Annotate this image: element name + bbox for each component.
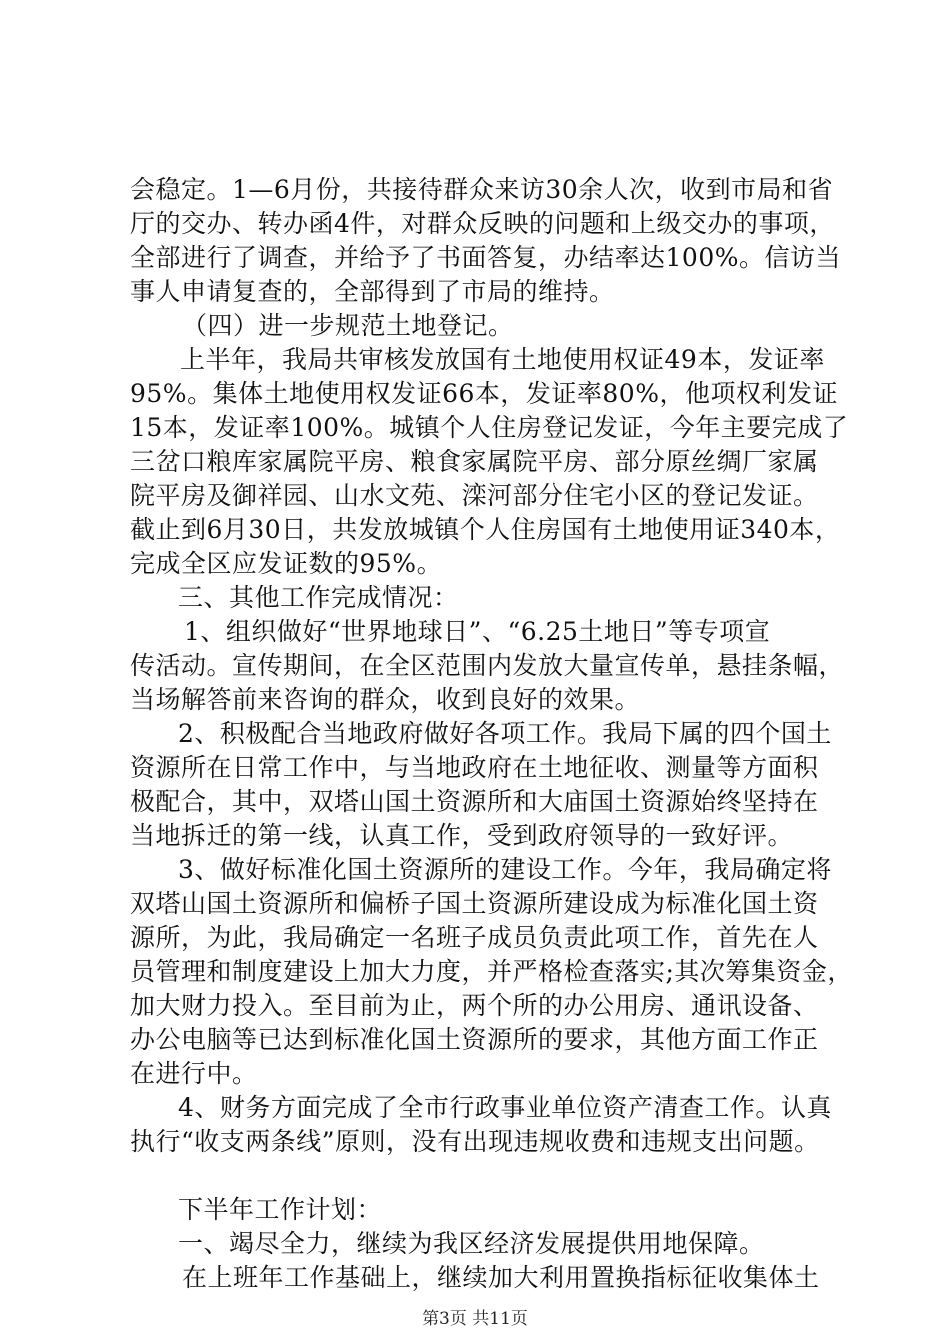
paragraph-line: 在进行中。 [130, 1059, 258, 1088]
paragraph-line: 在上班年工作基础上，继续加大利用置换指标征收集体土 [182, 1263, 820, 1292]
paragraph-line: 员管理和制度建设上加大力度，并严格检查落实;其次筹集资金， [130, 957, 853, 986]
paragraph-line: 全部进行了调查，并给予了书面答复，办结率达100%。信访当 [130, 243, 841, 272]
paragraph-line: 源所，为此，我局确定一名班子成员负责此项工作，首先在人 [130, 923, 819, 952]
paragraph-line: 截止到6月30日，共发放城镇个人住房国有土地使用证340本， [130, 515, 841, 544]
paragraph-line: 1、组织做好“世界地球日”、“6.25土地日”等专项宣 [184, 617, 771, 646]
paragraph-line: 事人申请复查的，全部得到了市局的维持。 [130, 277, 615, 306]
paragraph-line: 4、财务方面完成了全市行政事业单位资产清查工作。认真 [178, 1093, 832, 1122]
paragraph-line: 三岔口粮库家属院平房、粮食家属院平房、部分原丝绸厂家属 [130, 447, 819, 476]
paragraph-line: 办公电脑等已达到标准化国土资源所的要求，其他方面工作正 [130, 1025, 819, 1054]
paragraph-line: 院平房及御祥园、山水文苑、滦河部分住宅小区的登记发证。 [130, 481, 819, 510]
section-heading: 下半年工作计划： [178, 1195, 383, 1224]
paragraph-line: 3、做好标准化国土资源所的建设工作。今年，我局确定将 [178, 855, 832, 884]
paragraph-line: 完成全区应发证数的95%。 [130, 549, 443, 578]
paragraph-line: 上半年，我局共审核发放国有土地使用权证49本，发证率 [180, 345, 825, 374]
paragraph-line: 2、积极配合当地政府做好各项工作。我局下属的四个国土 [178, 719, 832, 748]
paragraph-line: 资源所在日常工作中，与当地政府在土地征收、测量等方面积 [130, 753, 819, 782]
paragraph-line: 极配合，其中，双塔山国土资源所和大庙国土资源始终坚持在 [130, 787, 819, 816]
paragraph-line: 加大财力投入。至目前为止，两个所的办公用房、通讯设备、 [130, 991, 819, 1020]
section-heading: 一、竭尽全力，继续为我区经济发展提供用地保障。 [178, 1229, 765, 1258]
section-heading: （四）进一步规范土地登记。 [182, 311, 514, 340]
paragraph-line: 传活动。宣传期间，在全区范围内发放大量宣传单，悬挂条幅， [130, 651, 845, 680]
page-footer: 第3页 共11页 [422, 1309, 528, 1329]
paragraph-line: 双塔山国土资源所和偏桥子国土资源所建设成为标准化国土资 [130, 889, 819, 918]
paragraph-line: 厅的交办、转办函4件，对群众反映的问题和上级交办的事项， [130, 209, 835, 238]
paragraph-line: 当地拆迁的第一线，认真工作，受到政府领导的一致好评。 [130, 821, 794, 850]
paragraph-line: 95%。集体土地使用权发证66本，发证率80%，他项权利发证 [130, 379, 838, 408]
paragraph-line: 执行“收支两条线”原则，没有出现违规收费和违规支出问题。 [130, 1127, 820, 1156]
section-heading: 三、其他工作完成情况： [178, 583, 459, 612]
paragraph-line: 会稳定。1—6月份，共接待群众来访30余人次，收到市局和省 [130, 175, 834, 204]
paragraph-line: 当场解答前来咨询的群众，收到良好的效果。 [130, 685, 641, 714]
paragraph-line: 15本，发证率100%。城镇个人住房登记发证，今年主要完成了 [130, 413, 849, 442]
